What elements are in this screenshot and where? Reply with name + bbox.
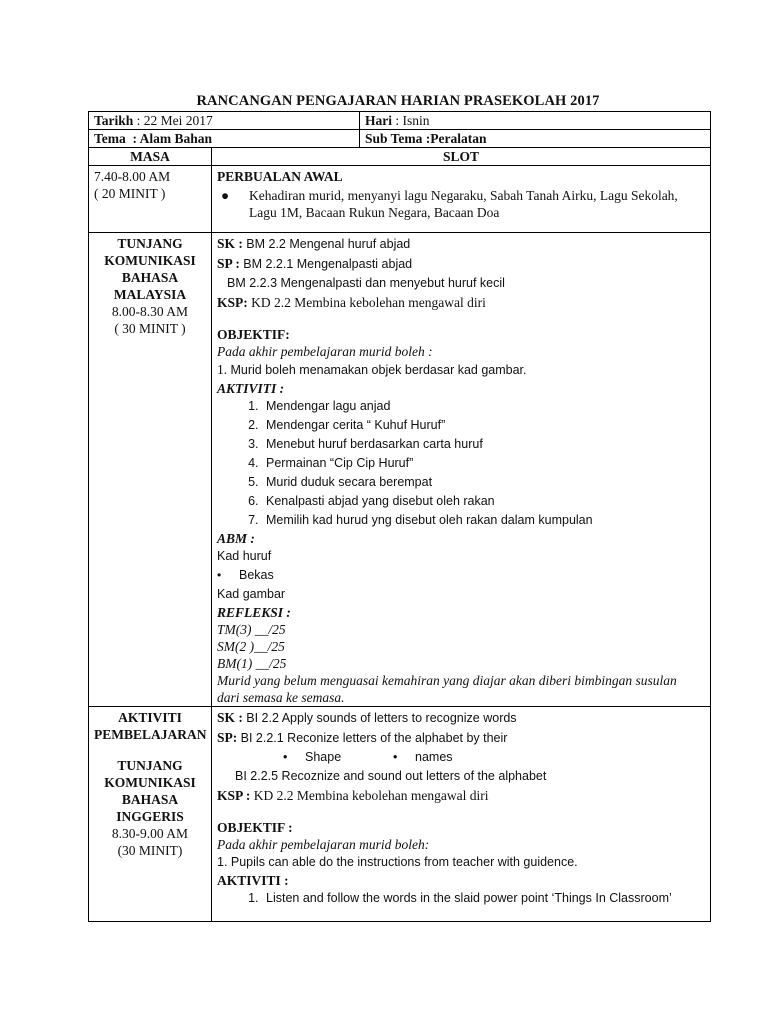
tema-cell	[89, 130, 360, 148]
masa-column-header: MASA	[89, 148, 212, 166]
row2-refleksi-label: REFLEKSI :	[217, 605, 291, 620]
row3-bullet-2: •	[393, 750, 398, 764]
row3-subject-4: INGGERIS	[116, 809, 184, 824]
row2-refleksi-note-1: Murid yang belum menguasai kemahiran yang diajar akan diberi bimbingan susulan	[217, 673, 677, 688]
row2-objektif-text: Murid boleh menamakan objek berdasar kad gambar.	[230, 363, 527, 377]
row2-activity-item: 2. Mendengar cerita “ Kuhuf Huruf”	[262, 416, 705, 435]
row2-activity-item: 6. Kenalpasti abjad yang disebut oleh rakan	[262, 492, 705, 511]
row2-abm-item-1: Kad huruf	[217, 549, 272, 563]
page-title: RANCANGAN PENGAJARAN HARIAN PRASEKOLAH 2017	[196, 93, 600, 109]
row-perbualan-awal	[89, 166, 711, 233]
row2-abm-item-2-text: Bekas	[239, 568, 274, 582]
row3-masa-cell	[89, 707, 212, 922]
row2-sp-line	[217, 254, 705, 274]
row3-objektif-intro: Pada akhir pembelajaran murid boleh:	[217, 837, 430, 852]
subtema-value: :Peralatan	[425, 131, 487, 146]
row2-subject-1: TUNJANG	[117, 236, 183, 251]
row3-activity-item: 1. Listen and follow the words in the slaid power point ‘Things In Classroom’	[262, 889, 682, 908]
row3-bullet-1: •	[283, 750, 288, 764]
row3-sk-line	[217, 708, 705, 728]
row2-sk-label: SK :	[217, 236, 243, 251]
row3-shape-text: Shape	[305, 750, 342, 764]
row2-aktiviti-label: AKTIVITI :	[217, 381, 285, 396]
row2-activity-list	[217, 397, 705, 530]
row3-sk-label: SK :	[217, 710, 243, 725]
row2-ksp-text: KD 2.2 Membina kebolehan mengawal diri	[251, 295, 486, 310]
row3-label-1: AKTIVITI	[118, 710, 182, 725]
row3-slot-cell	[212, 707, 711, 922]
row2-abm-item-2	[217, 566, 705, 585]
row2-refleksi-note-2: dari semasa ke semasa.	[217, 690, 345, 705]
header-row-theme	[89, 130, 711, 148]
tema-value: : Alam Bahan	[132, 131, 213, 146]
row3-time: 8.30-9.00 AM	[111, 826, 189, 841]
row1-bullet-text-2: Lagu 1M, Bacaan Rukun Negara, Bacaan Doa	[249, 205, 500, 220]
row2-masa-cell	[89, 233, 212, 707]
row3-sk-text: BI 2.2 Apply sounds of letters to recognize words	[246, 711, 517, 725]
row2-refleksi-3: BM(1) __/25	[217, 656, 287, 671]
row2-activity-item: 3. Menebut huruf berdasarkan carta huruf	[262, 435, 705, 454]
row3-label-2: PEMBELAJARAN	[94, 727, 207, 742]
lesson-plan-table	[88, 111, 711, 922]
row1-slot-cell	[212, 166, 711, 233]
row2-refleksi-1: TM(3) __/25	[217, 622, 286, 637]
row3-spacer	[94, 743, 206, 757]
tarikh-label: Tarikh	[94, 113, 134, 128]
row1-bullet-marker: ●	[221, 188, 230, 203]
row3-subject-3: BAHASA	[121, 792, 179, 807]
row2-ksp-line	[217, 293, 705, 312]
row-bahasa-inggeris	[89, 707, 711, 922]
row2-abm-item-3: Kad gambar	[217, 587, 286, 601]
row2-sp2-line: BM 2.2.3 Mengenalpasti dan menyebut huruf kecil	[227, 276, 505, 290]
row2-activity-item: 4. Permainan “Cip Cip Huruf”	[262, 454, 705, 473]
header-row-date	[89, 112, 711, 130]
row3-subject-1: TUNJANG	[117, 758, 183, 773]
row2-activity-item: 7. Memilih kad hurud yng disebut oleh rakan dalam kumpulan	[262, 511, 705, 530]
row2-slot-cell	[212, 233, 711, 707]
row1-duration: ( 20 MINIT )	[94, 186, 166, 201]
tema-label: Tema	[94, 131, 126, 146]
row2-activity-item: 1. Mendengar lagu anjad	[262, 397, 705, 416]
row3-objektif-item: 1. Pupils can able do the instructions from teacher with guidence.	[217, 855, 578, 869]
tarikh-cell	[89, 112, 360, 130]
row1-bullet-line	[217, 187, 705, 204]
row3-bullet-line	[217, 748, 705, 767]
hari-value: : Isnin	[395, 113, 430, 128]
row3-ksp-text: KD 2.2 Membina kebolehan mengawal diri	[253, 788, 489, 803]
row-bahasa-malaysia	[89, 233, 711, 707]
row2-objektif-item	[217, 360, 705, 380]
column-header-row	[89, 148, 711, 166]
row2-objektif-label: OBJEKTIF:	[217, 327, 290, 342]
hari-cell	[360, 112, 711, 130]
row3-activity-list	[217, 889, 682, 908]
row2-objektif-num: 1.	[217, 362, 228, 377]
row1-heading: PERBUALAN AWAL	[217, 169, 343, 184]
row2-activity-item: 5. Murid duduk secara berempat	[262, 473, 705, 492]
row2-sk-text: BM 2.2 Mengenal huruf abjad	[246, 237, 411, 251]
row2-abm-bullet: •	[217, 568, 222, 582]
row3-ksp-line	[217, 786, 705, 805]
row2-ksp-label: KSP:	[217, 295, 248, 310]
row3-objektif-label: OBJEKTIF :	[217, 820, 293, 835]
row2-abm-label: ABM :	[217, 531, 255, 546]
subtema-cell	[360, 130, 711, 148]
row3-aktiviti-label: AKTIVITI :	[217, 873, 289, 888]
tarikh-value: : 22 Mei 2017	[136, 113, 213, 128]
row3-sp2-line: BI 2.2.5 Recoznize and sound out letters of the alphabet	[235, 769, 547, 783]
row2-objektif-intro: Pada akhir pembelajaran murid boleh :	[217, 344, 433, 359]
row3-sp-line	[217, 728, 705, 748]
row2-duration: ( 30 MINIT )	[114, 321, 186, 336]
row3-subject-2: KOMUNIKASI	[104, 775, 196, 790]
row3-names-text: names	[415, 750, 453, 764]
row3-spacer-2	[217, 805, 705, 819]
row3-ksp-label: KSP :	[217, 788, 251, 803]
row2-spacer	[217, 312, 705, 326]
row2-sp-label: SP :	[217, 256, 240, 271]
row2-sp-text: BM 2.2.1 Mengenalpasti abjad	[243, 257, 413, 271]
row2-subject-2: KOMUNIKASI	[104, 253, 196, 268]
row2-subject-3: BAHASA	[121, 270, 179, 285]
row2-subject-4: MALAYSIA	[113, 287, 187, 302]
row2-refleksi-2: SM(2 )__/25	[217, 639, 285, 654]
row3-sp-label: SP:	[217, 730, 238, 745]
hari-label: Hari	[365, 113, 392, 128]
row1-bullet-text-1: Kehadiran murid, menyanyi lagu Negaraku, Sabah Tanah Airku, Lagu Sekolah,	[249, 188, 678, 203]
row2-sk-line	[217, 234, 705, 254]
slot-column-header: SLOT	[212, 148, 711, 166]
row1-masa-cell	[89, 166, 212, 233]
row2-time: 8.00-8.30 AM	[111, 304, 189, 319]
row1-time: 7.40-8.00 AM	[94, 169, 171, 184]
row3-duration: (30 MINIT)	[117, 843, 183, 858]
subtema-label: Sub Tema	[365, 131, 423, 146]
row3-sp-text: BI 2.2.1 Reconize letters of the alphabet by their	[240, 731, 508, 745]
